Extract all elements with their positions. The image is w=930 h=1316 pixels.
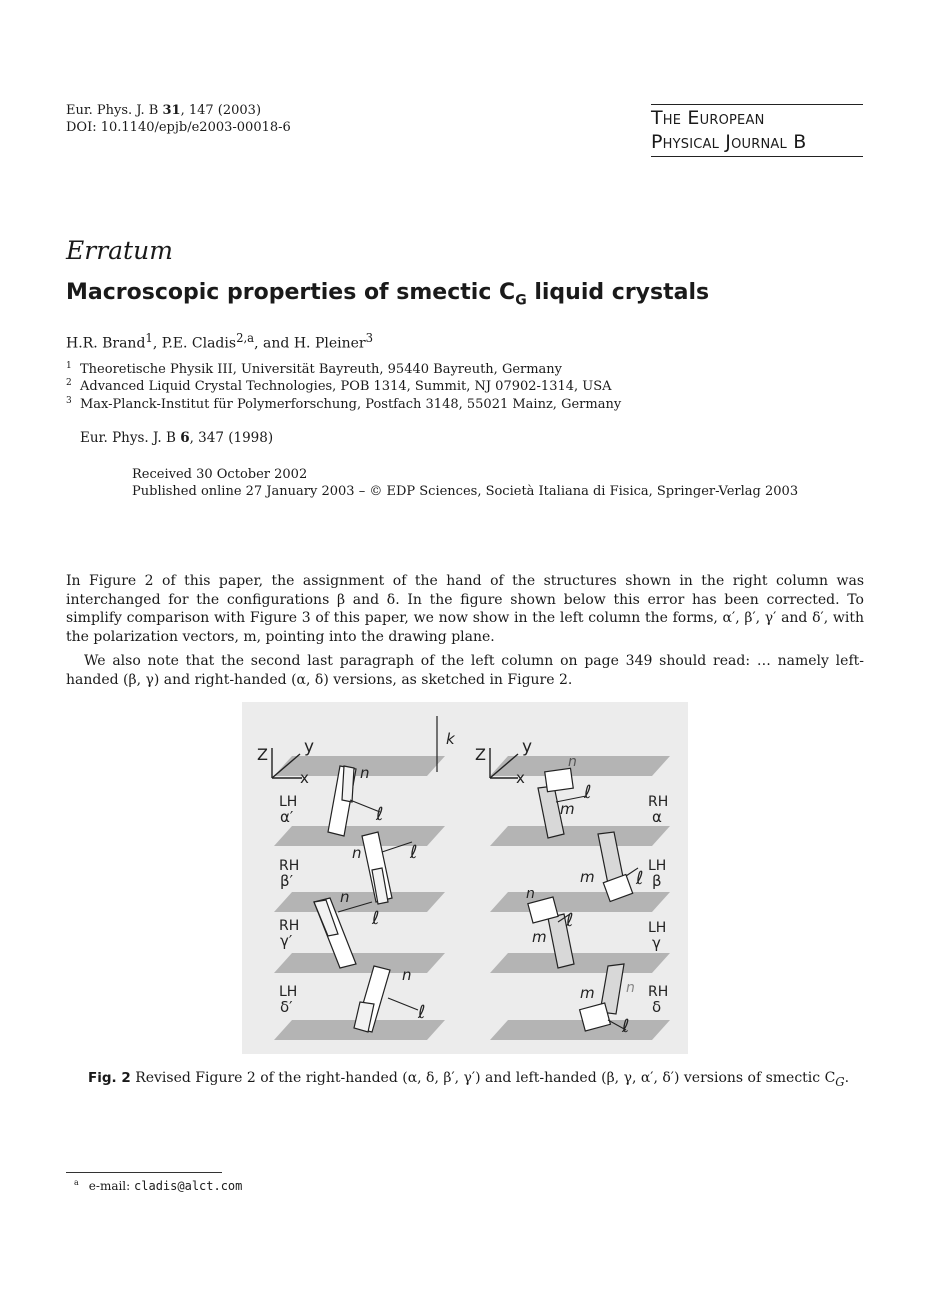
right-axis-z: Z bbox=[475, 745, 486, 764]
author-name: P.E. Cladis bbox=[161, 335, 237, 352]
original-reference: Eur. Phys. J. B 6, 347 (1998) bbox=[80, 430, 274, 446]
left-greek-label: δ′ bbox=[280, 998, 293, 1016]
journal-logo bbox=[651, 104, 863, 157]
molecule-tail bbox=[342, 766, 354, 802]
right-hand-label: RH bbox=[648, 984, 669, 1000]
journal-name-line1: The European bbox=[651, 107, 765, 129]
article-title: Macroscopic properties of smectic $C_G$ liquid crystals bbox=[66, 280, 710, 309]
n-label: n bbox=[352, 844, 362, 862]
right-greek-label: β bbox=[652, 872, 662, 890]
received-date: Received 30 October 2002 bbox=[132, 467, 308, 482]
affiliation: 1 Theoretische Physik III, Universität Bayreuth, 95440 Bayreuth, Germany bbox=[66, 361, 563, 377]
body-paragraph-2: We also note that the second last paragraph of the left column on page 349 should read: … namely left-handed (β, γ) and right-handed (α, δ) versions, as sketched in Figure 2. bbox=[66, 653, 864, 688]
left-hand-label: LH bbox=[279, 984, 298, 1000]
n-label: n bbox=[340, 888, 350, 906]
left-layer-planes bbox=[274, 756, 445, 1040]
left-greek-label: β′ bbox=[280, 872, 293, 890]
figure-2-drawing bbox=[242, 702, 688, 1054]
author-name: H. Pleiner bbox=[293, 335, 366, 352]
citation-block bbox=[66, 102, 291, 136]
l-label: ℓ bbox=[418, 1002, 426, 1023]
l-label: ℓ bbox=[622, 1016, 630, 1037]
citation-line: Eur. Phys. J. B 31, 147 (2003) bbox=[66, 103, 262, 118]
figure-2 bbox=[242, 702, 688, 1054]
journal-name-line2: Physical Journal B bbox=[651, 131, 807, 153]
m-label: m bbox=[560, 800, 575, 818]
body-paragraph-1: In Figure 2 of this paper, the assignment of the hand of the structures shown in the right column was interchanged for the configurations β and δ. In the figure shown below this error has been corrected. To simplify comparison with Figure 3 of this paper, we now show in the left column the forms, α′, β′, γ′ and δ′, with the polarization vectors, m, pointing into the drawing plane. bbox=[66, 573, 864, 645]
left-axis-z: Z bbox=[257, 745, 268, 764]
l-label: ℓ bbox=[636, 868, 644, 889]
n-label: n bbox=[568, 754, 577, 770]
left-axis-x: x bbox=[300, 769, 309, 787]
author-list: H.R. Brand$^1$, P.E. Cladis$^{2,a}$, and H. Pleiner$^3$ bbox=[66, 331, 374, 352]
m-label: m bbox=[580, 868, 595, 886]
n-label: n bbox=[526, 886, 535, 902]
right-axis-x: x bbox=[516, 769, 525, 787]
layer-plane bbox=[490, 826, 670, 846]
l-label: ℓ bbox=[372, 908, 380, 929]
molecule-head bbox=[545, 768, 574, 791]
author-name: H.R. Brand bbox=[66, 335, 146, 352]
publication-dates bbox=[132, 466, 798, 500]
l-label: ℓ bbox=[566, 910, 574, 931]
l-label: ℓ bbox=[410, 842, 418, 863]
footnote-rule bbox=[66, 1172, 222, 1173]
footnote: $^a$ e-mail: cladis@alct.com bbox=[74, 1178, 243, 1193]
layer-plane bbox=[490, 1020, 670, 1040]
article-type: Erratum bbox=[66, 236, 173, 265]
right-axis-y: y bbox=[522, 737, 533, 757]
affiliation: 2 Advanced Liquid Crystal Technologies, POB 1314, Summit, NJ 07902-1314, USA bbox=[66, 378, 612, 394]
published-date: Published online 27 January 2003 – © EDP Sciences, Società Italiana di Fisica, Springer-Verlag 2003 bbox=[132, 484, 799, 499]
doi-line: DOI: 10.1140/epjb/e2003-00018-6 bbox=[66, 120, 291, 135]
l-label: ℓ bbox=[376, 804, 384, 825]
m-label: m bbox=[532, 928, 547, 946]
layer-plane bbox=[274, 953, 445, 973]
layer-plane bbox=[274, 892, 445, 912]
n-label: n bbox=[402, 966, 412, 984]
affiliation: 3 Max-Planck-Institut für Polymerforschung, Postfach 3148, 55021 Mainz, Germany bbox=[66, 396, 622, 412]
right-greek-label: γ bbox=[652, 934, 661, 952]
left-greek-label: γ′ bbox=[280, 932, 293, 950]
k-axis-label: k bbox=[446, 730, 455, 748]
n-label: n bbox=[360, 764, 370, 782]
right-hand-label: RH bbox=[648, 794, 669, 810]
right-greek-label: α bbox=[652, 808, 662, 826]
figure-caption: Fig. 2 Revised Figure 2 of the right-handed (α, δ, β′, γ′) and left-handed (β, γ, α′, δ′) versions of smectic $C_G$. bbox=[88, 1070, 850, 1089]
left-hand-label: RH bbox=[279, 858, 300, 874]
right-hand-label: LH bbox=[648, 920, 667, 936]
l-label: ℓ bbox=[584, 782, 592, 803]
left-hand-label: RH bbox=[279, 918, 300, 934]
left-hand-label: LH bbox=[279, 794, 298, 810]
right-greek-label: δ bbox=[652, 998, 662, 1016]
email-address: cladis@alct.com bbox=[134, 1179, 243, 1193]
left-greek-label: α′ bbox=[280, 808, 294, 826]
m-label: m bbox=[580, 984, 595, 1002]
layer-plane bbox=[490, 892, 670, 912]
n-label: n bbox=[626, 980, 635, 996]
layer-plane bbox=[274, 826, 445, 846]
layer-plane bbox=[490, 953, 670, 973]
right-hand-label: LH bbox=[648, 858, 667, 874]
left-axis-y: y bbox=[304, 737, 315, 757]
